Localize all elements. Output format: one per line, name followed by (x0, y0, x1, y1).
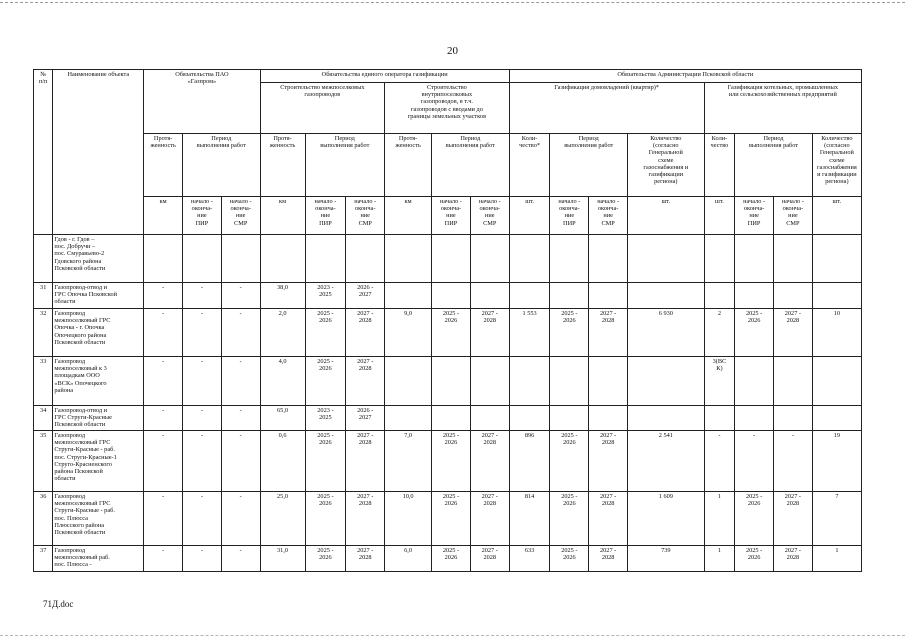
table-cell: - (144, 406, 183, 431)
unit-km: км (385, 197, 432, 235)
table-cell: 2023 - 2025 (305, 283, 346, 309)
table-cell: - (221, 546, 260, 572)
table-cell: - (221, 357, 260, 406)
table-cell: - (221, 309, 260, 357)
table-cell: 2025 - 2026 (305, 492, 346, 546)
table-cell: 4,0 (260, 357, 305, 406)
table-cell (589, 235, 628, 283)
table-cell: - (221, 406, 260, 431)
table-cell: - (183, 492, 222, 546)
table-cell: - (183, 283, 222, 309)
header-operator: Обязательства единого оператора газификации (260, 70, 509, 83)
table-cell: 2026 - 2027 (346, 283, 385, 309)
table-cell: 10,0 (385, 492, 432, 546)
table-cell: - (221, 431, 260, 492)
table-cell (735, 283, 774, 309)
table-cell: 25,0 (260, 492, 305, 546)
table-cell: - (144, 431, 183, 492)
unit-km: км (260, 197, 305, 235)
header-protyazhennost: Протя- женность (144, 134, 183, 197)
table-cell: 2,0 (260, 309, 305, 357)
table-cell: - (144, 309, 183, 357)
row-number (34, 235, 53, 283)
table-cell (144, 235, 183, 283)
table-cell: 2023 - 2025 (305, 406, 346, 431)
table-cell: 2025 - 2026 (735, 309, 774, 357)
table-cell: 2027 - 2028 (589, 431, 628, 492)
table-cell: 9,0 (385, 309, 432, 357)
table-cell (432, 357, 471, 406)
row-number: 32 (34, 309, 53, 357)
table-cell: 65,0 (260, 406, 305, 431)
table-cell: 2025 - 2026 (550, 546, 589, 572)
unit-pir: начало - оконча- ние ПИР (183, 197, 222, 235)
table-cell: 2026 - 2027 (346, 406, 385, 431)
table-cell (628, 406, 705, 431)
table-cell (260, 235, 305, 283)
header-no: № п/п (34, 70, 53, 235)
object-name: Газопровод-отвод и ГРС Струги-Красные Псковской области (53, 406, 144, 431)
gasification-table (33, 69, 862, 572)
table-cell (774, 357, 813, 406)
table-cell: 2027 - 2028 (589, 492, 628, 546)
table-cell: 2027 - 2028 (346, 546, 385, 572)
table-cell: 0,6 (260, 431, 305, 492)
header-kolichestvo: Коли- чество* (509, 134, 550, 197)
table-cell: 2025 - 2026 (432, 309, 471, 357)
table-cell: - (774, 431, 813, 492)
object-name: Газопровод межпоселковый ГРС Опочка - г. Опочка Опочецкого района Псковской области (53, 309, 144, 357)
table-cell (812, 235, 861, 283)
table-cell: - (183, 546, 222, 572)
table-cell (628, 357, 705, 406)
table-cell: 2025 - 2026 (550, 309, 589, 357)
table-cell: 2027 - 2028 (774, 492, 813, 546)
unit-pir: начало - оконча- ние ПИР (735, 197, 774, 235)
table-cell: 2025 - 2026 (550, 431, 589, 492)
table-cell: - (183, 406, 222, 431)
table-cell: 2027 - 2028 (346, 431, 385, 492)
table-cell: 2027 - 2028 (774, 309, 813, 357)
unit-sht: шт. (812, 197, 861, 235)
object-name: Газопровод межпоселковый раб. пос. Плюсса - (53, 546, 144, 572)
header-object-name: Наименование объекта (53, 70, 144, 235)
header-protyazhennost: Протя- женность (260, 134, 305, 197)
table-row (34, 357, 862, 406)
table-cell: 3(ВС К) (704, 357, 735, 406)
table-cell: 7 (812, 492, 861, 546)
unit-smr: начало - оконча- ние СМР (221, 197, 260, 235)
footer-filename: 71Д.doc (43, 599, 74, 609)
unit-sht: шт. (628, 197, 705, 235)
table-cell: 2025 - 2026 (432, 431, 471, 492)
table-cell: 2027 - 2028 (470, 492, 509, 546)
table-cell: 7,0 (385, 431, 432, 492)
table-cell: 2 (704, 309, 735, 357)
unit-sht: шт. (704, 197, 735, 235)
table-cell (704, 406, 735, 431)
table-cell: 31,0 (260, 546, 305, 572)
table-cell (589, 283, 628, 309)
unit-pir: начало - оконча- ние ПИР (305, 197, 346, 235)
table-cell (432, 283, 471, 309)
header-kolichestvo-gen-skhema: Количество (согласно Генеральной схеме газоснабжения и газификации региона) (812, 134, 861, 197)
table-cell (735, 235, 774, 283)
table-cell: 2025 - 2026 (550, 492, 589, 546)
table-cell (470, 235, 509, 283)
header-op-vnutriposelkovye: Строительство внутрипоселковых газопроводов, в т.ч. газопроводов с вводами до границы земельных участков (385, 83, 510, 134)
table-cell: 633 (509, 546, 550, 572)
header-adm-kotelnye: Газификация котельных, промышленных или сельскохозяйственных предприятий (704, 83, 861, 134)
table-cell: 2 541 (628, 431, 705, 492)
unit-sht: шт. (509, 197, 550, 235)
row-number: 36 (34, 492, 53, 546)
table-cell (432, 235, 471, 283)
table-cell: 38,0 (260, 283, 305, 309)
table-row (34, 431, 862, 492)
row-number: 37 (34, 546, 53, 572)
table-cell (385, 357, 432, 406)
table-cell (432, 406, 471, 431)
table-cell (812, 406, 861, 431)
scan-edge-top (0, 2, 905, 4)
table-cell: 2027 - 2028 (346, 357, 385, 406)
table-cell (704, 235, 735, 283)
table-cell: - (144, 492, 183, 546)
table-cell (470, 357, 509, 406)
table-cell: 2027 - 2028 (346, 492, 385, 546)
table-cell: 1 (812, 546, 861, 572)
table-cell: 2025 - 2026 (432, 546, 471, 572)
table-cell (550, 283, 589, 309)
table-cell: - (183, 357, 222, 406)
unit-pir: начало - оконча- ние ПИР (432, 197, 471, 235)
table-cell: 19 (812, 431, 861, 492)
header-kolichestvo-gen-skhema: Количество (согласно Генеральной схеме газоснабжения и газификации региона) (628, 134, 705, 197)
unit-smr: начало - оконча- ние СМР (346, 197, 385, 235)
table-row (34, 492, 862, 546)
table-cell: - (183, 309, 222, 357)
table-cell (385, 406, 432, 431)
table-cell: 2027 - 2028 (470, 309, 509, 357)
table-cell: - (735, 431, 774, 492)
table-cell: - (144, 283, 183, 309)
table-cell (774, 283, 813, 309)
table-cell (589, 357, 628, 406)
table-cell (470, 283, 509, 309)
header-admin: Обязательства Администрации Псковской области (509, 70, 861, 83)
unit-pir: начало - оконча- ние ПИР (550, 197, 589, 235)
header-period: Период выполнения работ (550, 134, 628, 197)
object-name: Газопровод-отвод и ГРС Опочка Псковской области (53, 283, 144, 309)
table-cell: 814 (509, 492, 550, 546)
table-cell (509, 357, 550, 406)
object-name: Газопровод межпоселковый ГРС Струги-Красные - раб. пос. Плюсса Плюсского района Псковской области (53, 492, 144, 546)
table-cell: 1 (704, 492, 735, 546)
table-row (34, 406, 862, 431)
table-cell (550, 235, 589, 283)
object-name: Гдов - г. Гдов – пос. Добручи – пос. Смуравьево-2 Гдовского района Псковской области (53, 235, 144, 283)
table-cell (550, 357, 589, 406)
object-name: Газопровод межпоселковый ГРС Струги-Красные - раб. пос. Струги-Красные-1 Струго-Красненского района Псковской области (53, 431, 144, 492)
row-number: 35 (34, 431, 53, 492)
table-cell (812, 357, 861, 406)
table-cell (735, 357, 774, 406)
table-cell: 1 553 (509, 309, 550, 357)
table-cell (812, 283, 861, 309)
table-body (34, 235, 862, 572)
page-number: 20 (447, 45, 458, 57)
table-cell (550, 406, 589, 431)
table-cell: 1 (704, 546, 735, 572)
object-name: Газопровод межпоселковый к 3 площадкам ООО «ВСК» Опочецкого района (53, 357, 144, 406)
table-cell: 2025 - 2026 (305, 546, 346, 572)
table-cell: 2025 - 2026 (305, 309, 346, 357)
table-cell: - (221, 492, 260, 546)
table-cell: 6 930 (628, 309, 705, 357)
table-cell (774, 406, 813, 431)
table-cell: 2025 - 2026 (432, 492, 471, 546)
header-period: Период выполнения работ (432, 134, 510, 197)
table-row (34, 235, 862, 283)
table-cell: - (144, 546, 183, 572)
header-adm-domovladeniya: Газификация домовладений (квартир)* (509, 83, 704, 134)
table-cell: 10 (812, 309, 861, 357)
table-cell (509, 283, 550, 309)
table-cell: 2027 - 2028 (346, 309, 385, 357)
table-row (34, 309, 862, 357)
table-cell: 2027 - 2028 (589, 309, 628, 357)
table-cell (385, 283, 432, 309)
scan-edge-bottom (0, 635, 905, 637)
unit-smr: начало - оконча- ние СМР (589, 197, 628, 235)
table-cell (509, 406, 550, 431)
table-cell (628, 283, 705, 309)
table-cell (704, 283, 735, 309)
header-protyazhennost: Протя- женность (385, 134, 432, 197)
table-row (34, 546, 862, 572)
table-cell (589, 406, 628, 431)
table-cell: 2025 - 2026 (305, 357, 346, 406)
header-op-mezhposelkovye: Строительство межпоселковых газопроводов (260, 83, 385, 134)
unit-km: км (144, 197, 183, 235)
header-period: Период выполнения работ (305, 134, 385, 197)
table-cell (221, 235, 260, 283)
table-cell: 896 (509, 431, 550, 492)
unit-smr: начало - оконча- ние СМР (774, 197, 813, 235)
header-kolichestvo: Коли- чество (704, 134, 735, 197)
header-period: Период выполнения работ (183, 134, 261, 197)
table-cell: - (183, 431, 222, 492)
table-cell (774, 235, 813, 283)
table-cell: 2025 - 2026 (735, 492, 774, 546)
table-row (34, 283, 862, 309)
table-cell: 1 609 (628, 492, 705, 546)
row-number: 34 (34, 406, 53, 431)
table-cell (735, 406, 774, 431)
table-cell: 2025 - 2026 (735, 546, 774, 572)
table-cell (470, 406, 509, 431)
table-cell: - (221, 283, 260, 309)
table-cell (183, 235, 222, 283)
header-period: Период выполнения работ (735, 134, 813, 197)
table-cell (509, 235, 550, 283)
table-cell: - (144, 357, 183, 406)
row-number: 33 (34, 357, 53, 406)
table-cell: - (704, 431, 735, 492)
table-cell: 2027 - 2028 (589, 546, 628, 572)
table-cell: 2027 - 2028 (470, 431, 509, 492)
row-number: 31 (34, 283, 53, 309)
header-gazprom: Обязательства ПАО «Газпром» (144, 70, 260, 134)
table-cell (305, 235, 346, 283)
table-cell (346, 235, 385, 283)
table-cell: 739 (628, 546, 705, 572)
unit-smr: начало - оконча- ние СМР (470, 197, 509, 235)
table-cell: 6,0 (385, 546, 432, 572)
table-cell (628, 235, 705, 283)
table-cell: 2025 - 2026 (305, 431, 346, 492)
table-cell: 2027 - 2028 (470, 546, 509, 572)
table-cell: 2027 - 2028 (774, 546, 813, 572)
table-cell (385, 235, 432, 283)
